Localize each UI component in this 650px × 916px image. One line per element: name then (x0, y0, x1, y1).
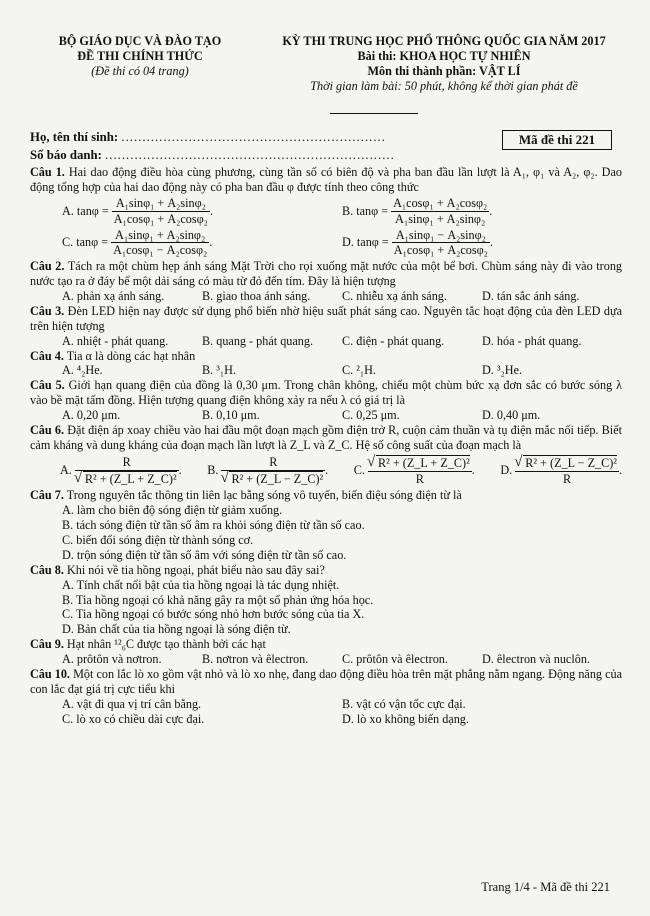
exam-subject: Môn thi thành phần: VẬT LÍ (367, 63, 521, 78)
option-d[interactable]: D. tanφ = $\frac{\text{A₁sinφ₁ − A₂sinφ₂}}{\text{A₁cosφ₁ + A₂cosφ₂}}$ . (342, 227, 493, 258)
candidate-id-label: Số báo danh: (30, 148, 102, 162)
option-b[interactable]: B. 0,10 μm. (202, 408, 260, 422)
question-label: Câu 4. (30, 348, 64, 363)
question-10-options-ab (62, 697, 622, 712)
option-d[interactable]: D. lò xo không biến dạng. (342, 711, 469, 726)
option-a[interactable]: A. 0,20 μm. (62, 408, 121, 422)
exam-title: KỲ THI TRUNG HỌC PHỔ THÔNG QUỐC GIA NĂM 2017 (282, 34, 606, 48)
option-d[interactable]: D. Bản chất của tia hồng ngoại là sóng điện từ. (62, 622, 291, 637)
option-label: B. (207, 463, 219, 478)
numerator: A₁sinφ₁ − A₂sinφ₂ (392, 228, 490, 244)
question-text: Đèn LED hiện nay được sử dụng phổ biến nhờ hiệu suất phát sáng cao. Nguyên tắc hoạt động của đèn LED dựa trên hiện tượng (30, 303, 622, 333)
question-3 (30, 304, 622, 334)
question-text: Đặt điện áp xoay chiều vào hai đầu một đoạn mạch gồm điện trở R, cuộn cảm thuần và tụ điện mắc nối tiếp. Biết cảm kháng và dung kháng của đoạn mạch lần lượt là Z_L và Z_C. Hệ số công suất của đoạn mạch là (30, 422, 622, 452)
option-b[interactable]: B. tách sóng điện từ tần số âm ra khỏi sóng điện từ tần số cao. (62, 518, 365, 533)
question-4-options (62, 363, 622, 378)
option-a[interactable]: A. R √ R² + (Z_L + Z_C)² . (60, 455, 182, 487)
option-a[interactable]: A. vật đi qua vị trí cân bằng. (62, 696, 202, 711)
option-label: A. tanφ = (62, 203, 109, 218)
page-count-note: (Đề thi có 04 trang) (91, 63, 189, 78)
denominator: A₁cosφ₁ + A₂cosφ₂ (393, 243, 488, 258)
header-right (258, 34, 630, 94)
fraction (111, 228, 209, 259)
question-7 (30, 488, 622, 503)
option-b[interactable]: B. nơtron và êlectron. (202, 652, 309, 666)
question-8 (30, 563, 622, 578)
fraction (392, 228, 490, 259)
option-c[interactable]: C. Tia hồng ngoại có bước sóng nhỏ hơn bước sóng của tia X. (62, 607, 365, 622)
option-label: A. (60, 463, 72, 478)
question-label: Câu 5. (30, 378, 65, 393)
option-c[interactable]: C. điện - phát quang. (342, 333, 445, 348)
denominator: √ R² + (Z_L − Z_C)² (229, 471, 323, 487)
exam-duration: Thời gian làm bài: 50 phút, không kể thời gian phát đề (310, 78, 578, 93)
question-text: Tách ra một chùm hẹp ánh sáng Mặt Trời cho rọi xuống mặt nước của một bể bơi. Chùm sáng này đi vào trong nước tạo ra ở đáy bể một dải sáng có màu từ đỏ đến tím. Đây là hiện tượng (30, 259, 623, 289)
header-left (30, 34, 250, 79)
page-footer: Trang 1/4 - Mã đề thi 221 (481, 880, 610, 894)
option-label: B. tanφ = (342, 203, 389, 218)
question-6 (30, 423, 622, 453)
question-label: Câu 6. (30, 422, 65, 437)
denominator: √ R² + (Z_L + Z_C)² (83, 471, 177, 487)
option-label: C. tanφ = (62, 235, 109, 250)
denominator: A₁sinφ₁ + A₂sinφ₂ (395, 211, 486, 226)
option-d[interactable]: D. √ $\frac{\text{R² + (Z\_L − Z\_C)²}}{R}$ . (500, 455, 622, 487)
option-c[interactable]: C. prôtôn và êlectron. (342, 652, 448, 666)
option-d[interactable]: D. 0,40 μm. (482, 408, 541, 422)
numerator: A₁cosφ₁ + A₂cosφ₂ (393, 195, 488, 210)
option-d[interactable]: D. hóa - phát quang. (482, 333, 582, 348)
candidate-info (30, 130, 395, 166)
numerator: A₁sinφ₁ + A₂sinφ₂ (111, 228, 209, 244)
candidate-id-field[interactable]: ..................................................................... (105, 148, 395, 162)
question-text: Khi nói về tia hồng ngoại, phát biểu nào sau đây sai? (66, 562, 325, 577)
question-label: Câu 10. (30, 666, 70, 681)
option-a[interactable]: A. Tính chất nổi bật của tia hồng ngoại là tác dụng nhiệt. (62, 577, 340, 592)
candidate-name-field[interactable]: ............................................................... (121, 130, 386, 144)
question-1-options-cd (62, 228, 622, 259)
question-label: Câu 3. (30, 303, 65, 318)
question-5 (30, 378, 622, 408)
question-10 (30, 667, 622, 697)
question-label: Câu 2. (30, 259, 65, 274)
fraction (515, 455, 619, 487)
option-c[interactable]: C. lò xo có chiều dài cực đại. (62, 711, 205, 726)
header-divider (330, 113, 418, 114)
option-c[interactable]: C. ²₁H. (342, 363, 376, 378)
numerator: R (221, 455, 325, 471)
question-label: Câu 7. (30, 488, 64, 503)
denominator: A₁cosφ₁ − A₂cosφ₂ (113, 243, 208, 258)
question-text: Trong nguyên tắc thông tin liên lạc bằng sóng vô tuyến, biến điệu sóng điện từ là (66, 488, 462, 503)
option-a[interactable]: A. tanφ = $\frac{\text{A₁sinφ₁ + A₂sinφ₂}}{\text{A₁cosφ₁ + A₂cosφ₂}}$ . (62, 195, 213, 226)
option-b[interactable]: B. R √ R² + (Z_L − Z_C)² . (207, 455, 328, 487)
option-d[interactable]: D. êlectron và nuclôn. (482, 652, 590, 666)
question-text: Hai dao động điều hòa cùng phương, cùng tần số có biên độ và pha ban đầu lần lượt là A₁, φ₁ và A₂, φ₂. Dao động tổng hợp của hai dao động này có pha ban đầu φ được tính theo công thức (30, 165, 622, 194)
fraction (221, 455, 325, 487)
option-b[interactable]: B. vật có vận tốc cực đại. (342, 696, 466, 711)
option-d[interactable]: D. tán sắc ánh sáng. (482, 289, 580, 303)
option-label: D. tanφ = (342, 235, 389, 250)
question-text: Giới hạn quang điện của đồng là 0,30 μm. Trong chân không, chiếu một chùm bức xạ đơn sắc có bước sóng λ vào bề mặt tấm đồng. Hiện tượng quang điện không xảy ra nếu λ có giá trị là (30, 378, 622, 408)
option-a[interactable]: A. nhiệt - phát quang. (62, 333, 169, 348)
option-label: D. (500, 463, 513, 478)
option-c[interactable]: C. biến đổi sóng điện từ thành sóng cơ. (62, 533, 254, 547)
question-6-options (60, 455, 622, 487)
option-d[interactable]: D. trộn sóng điện từ tần số âm với sóng điện từ tần số cao. (62, 547, 347, 562)
fraction (112, 196, 210, 227)
numerator: A₁sinφ₁ + A₂sinφ₂ (112, 196, 210, 212)
denominator: R (415, 471, 424, 486)
option-a[interactable]: A. làm cho biên độ sóng điện từ giảm xuống. (62, 503, 283, 518)
fraction (75, 455, 179, 487)
ministry-name: BỘ GIÁO DỤC VÀ ĐÀO TẠO (58, 34, 222, 48)
exam-test-name: Bài thi: KHOA HỌC TỰ NHIÊN (357, 48, 531, 63)
question-text: Tia α là dòng các hạt nhân (66, 348, 196, 363)
option-b[interactable]: B. ³₁H. (202, 363, 236, 378)
option-b[interactable]: B. giao thoa ánh sáng. (202, 289, 311, 303)
question-list (30, 165, 622, 726)
question-10-options-cd (62, 712, 622, 727)
question-label: Câu 9. (30, 637, 64, 652)
numerator: √ R² + (Z_L − Z_C)² (523, 455, 617, 471)
numerator: R (75, 455, 179, 471)
numerator: √ R² + (Z_L + Z_C)² (376, 455, 470, 471)
denominator: A₁cosφ₁ + A₂cosφ₂ (113, 211, 208, 226)
question-label: Câu 8. (30, 562, 64, 577)
option-c[interactable]: C. 0,25 μm. (342, 408, 400, 422)
option-b[interactable]: B. Tia hồng ngoại có khả năng gây ra một số phản ứng hóa học. (62, 592, 374, 607)
question-5-options (62, 408, 622, 423)
question-label: Câu 1. (30, 165, 65, 179)
question-text: Một con lắc lò xo gồm vật nhỏ và lò xo nhẹ, đang dao động điều hòa trên mặt phẳng nằm ngang. Động năng của con lắc đạt giá trị cực tiểu khi (30, 666, 622, 696)
exam-code-box: Mã đề thi 221 (502, 130, 612, 150)
option-a[interactable]: A. phản xạ ánh sáng. (62, 289, 165, 303)
option-a[interactable]: A. prôtôn và nơtron. (62, 652, 162, 666)
question-9-options (62, 652, 622, 667)
option-a[interactable]: A. ⁴₂He. (62, 363, 103, 378)
option-c[interactable]: C. √ $\frac{\text{R² + (Z\_L + Z\_C)²}}{R}$ . (354, 455, 475, 487)
option-b[interactable]: B. quang - phát quang. (202, 333, 314, 348)
question-2-options (62, 289, 622, 304)
option-c[interactable]: C. nhiễu xạ ánh sáng. (342, 289, 447, 303)
question-3-options (62, 334, 622, 349)
option-c[interactable]: C. tanφ = $\frac{\text{A₁sinφ₁ + A₂sinφ₂}}{\text{A₁cosφ₁ − A₂cosφ₂}}$ . (62, 227, 213, 258)
candidate-name-label: Họ, tên thí sinh: (30, 130, 119, 144)
question-4 (30, 349, 622, 364)
denominator: R (563, 471, 572, 486)
option-d[interactable]: D. ³₂He. (482, 363, 523, 378)
option-label: C. (353, 463, 365, 478)
option-b[interactable]: B. tanφ = $\frac{\text{A₁cosφ₁ + A₂cosφ₂}}{\text{A₁sinφ₁ + A₂sinφ₂}}$ . (342, 195, 493, 226)
question-1 (30, 165, 622, 195)
question-1-options-ab (62, 196, 622, 227)
question-9 (30, 637, 622, 652)
official-exam-label: ĐỀ THI CHÍNH THỨC (77, 48, 203, 63)
fraction (368, 455, 472, 487)
fraction (391, 196, 489, 227)
question-2 (30, 259, 622, 289)
question-text: Hạt nhân ¹²₆C được tạo thành bởi các hạt (66, 637, 266, 652)
